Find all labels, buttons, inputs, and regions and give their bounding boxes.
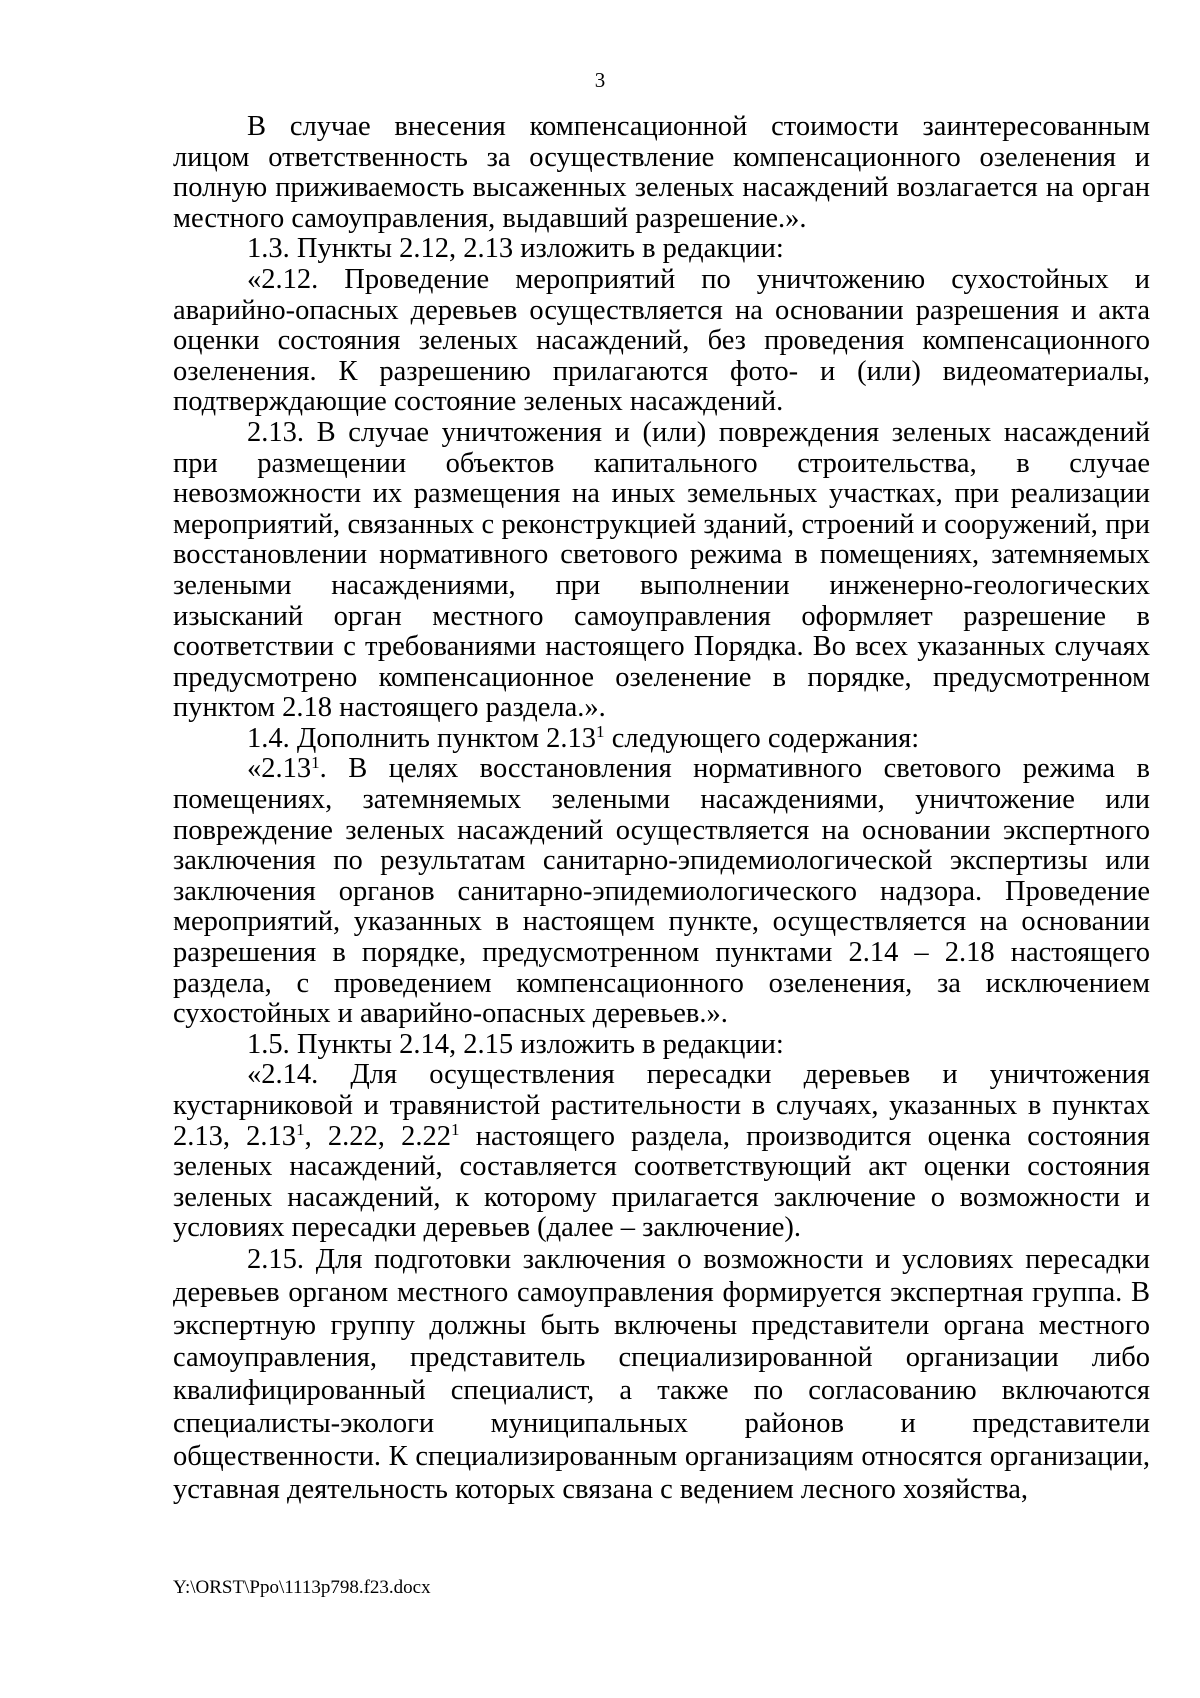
superscript: 1 (311, 753, 320, 773)
paragraph-1-4 (173, 724, 1150, 755)
paragraph-compensation: В случае внесения компенсационной стоимости заинтересованным лицом ответственность за осуществление компенсационного озеленения и полную приживаемость высаженных зеленых насаждений возлагается на орган местного самоуправления, выдавший разрешение.». (173, 111, 1150, 234)
file-path-footer: Y:\ORST\Ppo\1113p798.f23.docx (173, 1577, 431, 1598)
paragraph-2-13-1 (173, 754, 1150, 1029)
paragraph-1-5: 1.5. Пункты 2.14, 2.15 изложить в редакции: (247, 1028, 784, 1060)
paragraph-2-13-1-start: «2.13 (247, 753, 312, 785)
paragraph-2-14-text-end: настоящего раздела, производится оценка состояния зеленых насаждений, составляется соответствующий акт оценки состояния зеленых насаждений, к которому прилагается заключение о возможности и условиях пересадки деревьев (далее – заключение). (173, 1120, 1151, 1244)
paragraph-2-12: «2.12. Проведение мероприятий по уничтожению сухостойных и аварийно-опасных деревьев осуществляется на основании разрешения и акта оценки состояния зеленых насаждений, без проведения компенсационного озеленения. К разрешению прилагаются фото- и (или) видеоматериалы, подтверждающие состояние зеленых насаждений. (173, 263, 1150, 418)
page-number: 3 (594, 68, 606, 92)
paragraph-2-14-text-mid: , 2.22, 2.22 (304, 1120, 451, 1152)
paragraph-2-13: 2.13. В случае уничтожения и (или) повреждения зеленых насаждений при размещении объектов капитального строительства, в случае невозможности их размещения на иных земельных участках, при реализации мероприятий, связанных с реконструкцией зданий, строений и сооружений, при восстановлении нормативного светового режима в помещениях, затемняемых зелеными насаждениями, при выполнении инженерно-геологических изысканий орган местного самоуправления оформляет разрешение в соответствии с требованиями настоящего Порядка. Во всех указанных случаях предусмотрено компенсационное озеленение в порядке, предусмотренном пунктом 2.18 настоящего раздела.». (173, 416, 1150, 724)
paragraph-1-4-text-end: следующего содержания: (604, 722, 920, 754)
superscript: 1 (596, 722, 605, 742)
superscript: 1 (296, 1120, 305, 1140)
paragraph-2-13-1-text: . В целях восстановления нормативного светового режима в помещениях, затемняемых зелеными насаждениями, уничтожение или повреждение зеленых насаждений осуществляется на основании экспертного заключения по результатам санитарно-эпидемиологической экспертизы или заключения органов санитарно-эпидемиологического надзора. Проведение мероприятий, указанных в настоящем пункте, осуществляется на основании разрешения в порядке, предусмотренном пунктами 2.14 – 2.18 настоящего раздела, с проведением компенсационного озеленения, за исключением сухостойных и аварийно-опасных деревьев.». (173, 753, 1150, 1030)
superscript: 1 (450, 1120, 460, 1140)
paragraph-1-3: 1.3. Пункты 2.12, 2.13 изложить в редакции: (247, 233, 784, 265)
paragraph-2-15: 2.15. Для подготовки заключения о возможности и условиях пересадки деревьев органом местного самоуправления формируется экспертная группа. В экспертную группу должны быть включены представители органа местного самоуправления, представитель специализированной организации либо квалифицированный специалист, а также по согласованию включаются специалисты-экологи муниципальных районов и представители общественности. К специализированным организациям относятся организации, уставная деятельность которых связана с ведением лесного хозяйства, (173, 1243, 1150, 1505)
paragraph-2-14 (173, 1060, 1150, 1244)
paragraph-2-14-text: «2.14. Для осуществления пересадки деревьев и уничтожения кустарниковой и травянистой растительности в случаях, указанных в пунктах 2.13, 2.13 (173, 1059, 1150, 1152)
document-body (173, 112, 1150, 1506)
paragraph-1-4-text: 1.4. Дополнить пунктом 2.13 (247, 722, 597, 754)
